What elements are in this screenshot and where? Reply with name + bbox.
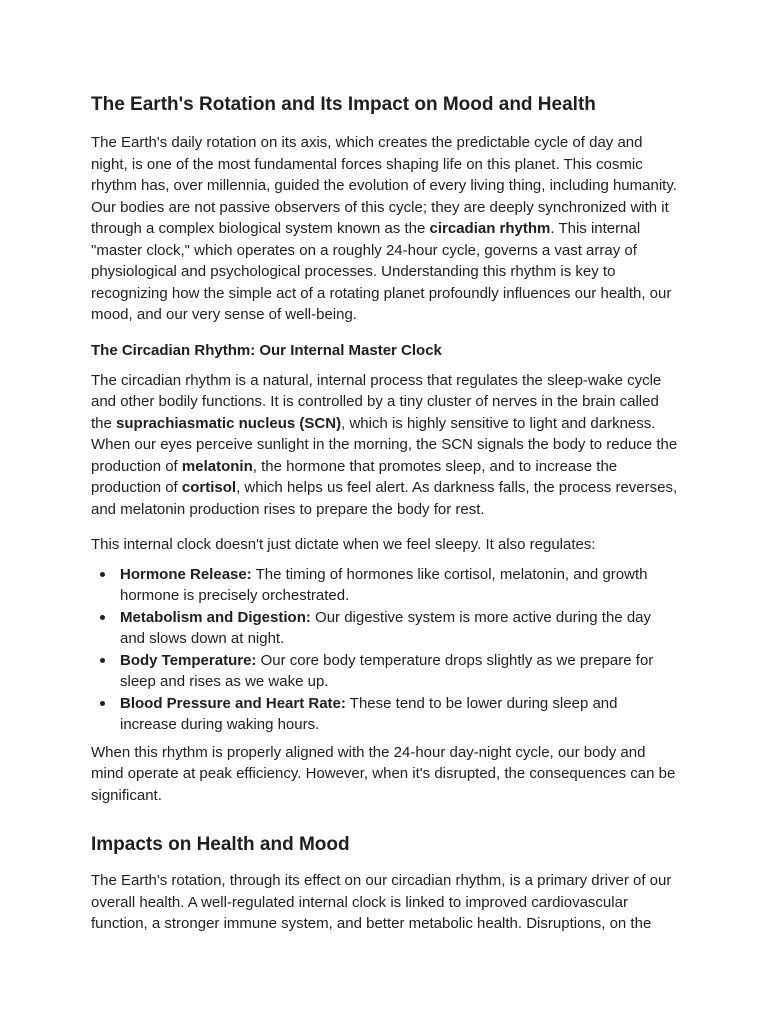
document-title: The Earth's Rotation and Its Impact on Mood and Health — [91, 94, 596, 115]
list-item-text: These tend to be lower during sleep and increase during waking hours. — [120, 694, 618, 733]
alignment-paragraph: When this rhythm is properly aligned with the 24-hour day-night cycle, our body and mind operate at peak efficiency. However, when it's disrupted, the consequences can be significant. — [91, 743, 676, 804]
regulates-list — [91, 564, 678, 736]
section-heading-circadian: The Circadian Rhythm: Our Internal Master Clock — [91, 341, 442, 359]
term-melatonin: melatonin — [181, 457, 253, 475]
list-item — [91, 693, 678, 736]
list-item-text: Our core body temperature drops slightly as we prepare for sleep and rises as we wake up. — [120, 651, 654, 690]
circadian-paragraph — [91, 370, 678, 521]
impacts-paragraph: The Earth's rotation, through its effect on our circadian rhythm, is a primary driver of our overall health. A well-regulated internal clock is linked to improved cardiovascular function, a stronger immune system, and better metabolic health. Disruptions, on the — [91, 872, 672, 932]
intro-text-2: . This internal "master clock," which operates on a roughly 24-hour cycle, governs a vast array of physiological and psychological processes. Understanding this rhythm is key to recognizing how the simple act of a rotating planet profoundly influences our health, our mood, and our very sense of well-being. — [91, 220, 672, 323]
list-item-label: Hormone Release: — [120, 565, 252, 583]
list-item — [91, 564, 678, 607]
circadian-text-3: , the hormone that promotes sleep, and to increase the production of — [91, 457, 618, 496]
list-item-label: Body Temperature: — [120, 651, 257, 669]
list-item-label: Metabolism and Digestion: — [120, 608, 311, 626]
list-item — [91, 607, 678, 650]
term-cortisol: cortisol — [181, 479, 237, 496]
circadian-text-4: , which helps us feel alert. As darkness falls, the process reverses, and melatonin production rises to prepare the body for rest. — [91, 479, 678, 518]
regulates-intro-paragraph: This internal clock doesn't just dictate when we feel sleepy. It also regulates: — [91, 536, 596, 553]
circadian-text-1: The circadian rhythm is a natural, internal process that regulates the sleep-wake cycle and other bodily functions. It is controlled by a tiny cluster of nerves in the brain called the — [91, 371, 662, 432]
list-item-label: Blood Pressure and Heart Rate: — [120, 694, 346, 712]
section-heading-impacts: Impacts on Health and Mood — [91, 834, 350, 855]
intro-text-1: The Earth's daily rotation on its axis, which creates the predictable cycle of day and night, is one of the most fundamental forces shaping life on this planet. This cosmic rhythm has, over millennia, guided the evolution of every living thing, including humanity. Our bodies are not passive observers of this cycle; they are deeply synchronized with it through a complex biological system known as the — [91, 134, 677, 237]
list-item — [91, 650, 678, 693]
list-item-text: The timing of hormones like cortisol, melatonin, and growth hormone is precisely orchestrated. — [120, 565, 648, 604]
intro-paragraph — [91, 132, 678, 326]
list-item-text: Our digestive system is more active during the day and slows down at night. — [120, 608, 652, 647]
circadian-text-2: , which is highly sensitive to light and darkness. When our eyes perceive sunlight in the morning, the SCN signals the body to reduce the production of — [91, 414, 678, 475]
term-circadian-rhythm: circadian rhythm — [429, 220, 551, 237]
term-scn: suprachiasmatic nucleus (SCN) — [116, 414, 342, 432]
